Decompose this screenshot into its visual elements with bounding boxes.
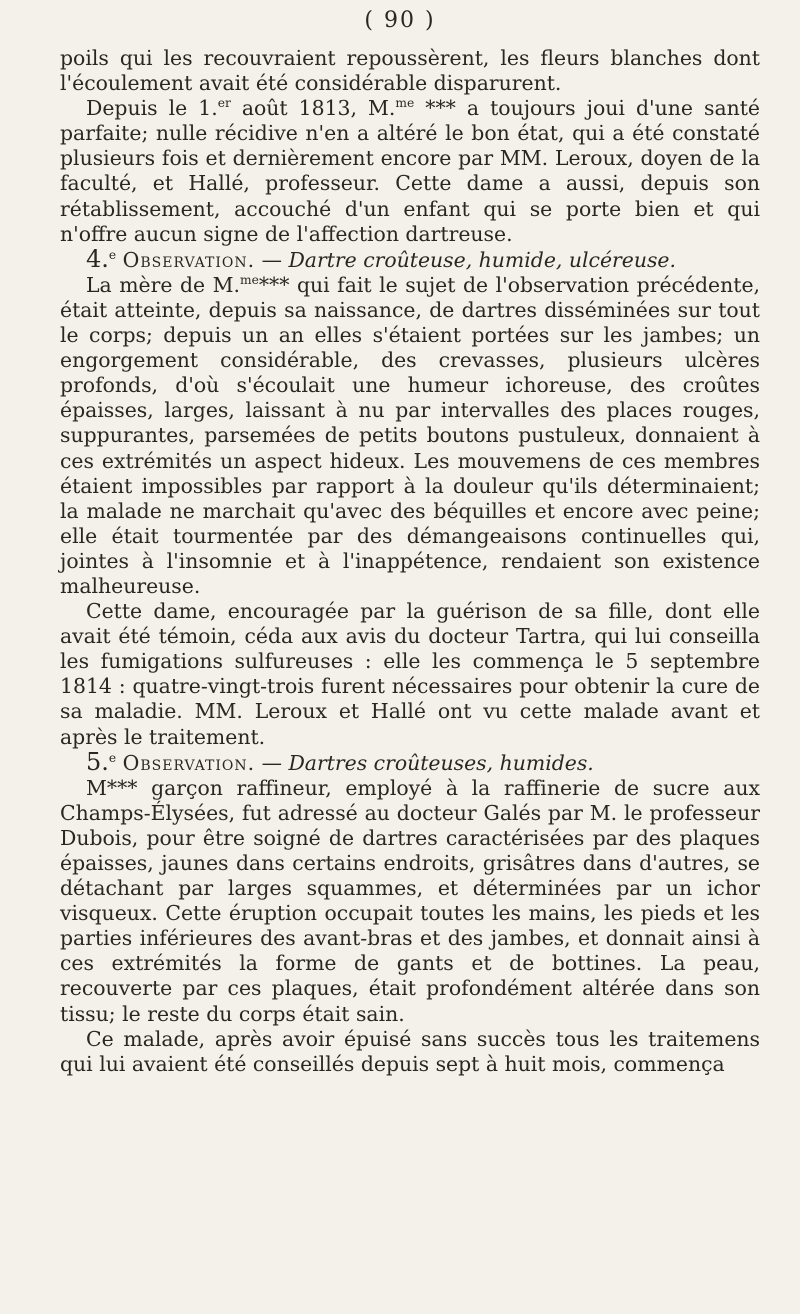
superscript: e — [108, 750, 117, 765]
page-text — [60, 46, 760, 1077]
text-run: août 1813, M. — [230, 96, 396, 121]
superscript: me — [395, 96, 415, 111]
text-run: *** qui fait le sujet de l'observation précédente, était atteinte, depuis sa naissance, de dartres disséminées sur tout le corps; depuis un an elles s'étaient portées sur les jambes; un engorgement considérable, des crevasses, plusieurs ulcères profonds, d'où s'écoulait une humeur ichoreuse, des croûtes épaisses, larges, laissant à nu par intervalles des places rouges, suppurantes, parsemées de petits boutons pustuleux, donnaient à ces extrémités un aspect hideux. Les mouvemens de ces membres étaient impossibles par rapport à la douleur qu'ils déterminaient; la malade ne marchait qu'avec des béquilles et encore avec peine; elle était tourmentée par des démangeaisons continuelles qui, jointes à l'insomnie et à l'inappétence, rendaient son existence malheureuse. — [60, 272, 761, 598]
continuation-paragraph: poils qui les recouvraient repoussèrent, les fleurs blanches dont l'écoulement avait été considérable disparurent. — [60, 46, 760, 96]
superscript: er — [217, 96, 231, 111]
page-number: ( 90 ) — [364, 8, 436, 33]
observation-title: Dartres croûteuses, humides. — [288, 750, 594, 775]
dash: — — [255, 247, 289, 272]
observation-5-paragraph-1: M*** garçon raffineur, employé à la raffinerie de sucre aux Champs-Élysées, fut adressé au docteur Galés par M. le professeur Dubois, pour être soigné de dartres caractérisées par des plaques épaisses, jaunes dans certains endroits, grisâtres dans d'autres, se détachant par larges squammes, et déterminées par un ichor visqueux. Cette éruption occupait toutes les mains, les pieds et les parties inférieures des avant-bras et des jambes, et donnait ainsi à ces extrémités la forme de gants et de bottines. La peau, recouverte par ces plaques, était profondément altérée dans son tissu; le reste du corps était sain. — [60, 775, 760, 1026]
text-run: Depuis le 1. — [86, 96, 218, 121]
text-run: *** a toujours joui d'une santé parfaite; nulle récidive n'en a altéré le bon état, qui a été constaté plusieurs fois et dernièrement encore par MM. Leroux, doyen de la faculté, et Hallé, professeur. Cette dame a aussi, depuis son rétablissement, accouché d'un enfant qui se porte bien et qui n'offre aucun signe de l'affection dartreuse. — [60, 96, 760, 246]
observation-number: 5. — [86, 747, 109, 776]
observation-4-heading — [60, 244, 760, 273]
superscript: me — [239, 273, 259, 288]
observation-number: 4. — [86, 244, 109, 273]
observation-label: Observation. — [122, 750, 256, 775]
paragraph-recovery — [60, 96, 760, 247]
observation-4-paragraph-1 — [60, 273, 760, 599]
observation-label: Observation. — [122, 247, 256, 272]
observation-title: Dartre croûteuse, humide, ulcéreuse. — [288, 247, 676, 272]
text-run: La mère de M. — [86, 272, 240, 297]
observation-5-paragraph-2: Ce malade, après avoir épuisé sans succès tous les traitemens qui lui avaient été conseillés depuis sept à huit mois, commença — [60, 1026, 760, 1076]
dash: — — [255, 750, 289, 775]
superscript: e — [108, 247, 117, 262]
observation-5-heading — [60, 747, 760, 776]
observation-4-paragraph-2: Cette dame, encouragée par la guérison de sa fille, dont elle avait été témoin, céda aux avis du docteur Tartra, qui lui conseilla les fumigations sulfureuses : elle les commença le 5 septembre 1814 : quatre-vingt-trois furent nécessaires pour obtenir la cure de sa maladie. MM. Leroux et Hallé ont vu cette malade avant et après le traitement. — [60, 599, 760, 749]
